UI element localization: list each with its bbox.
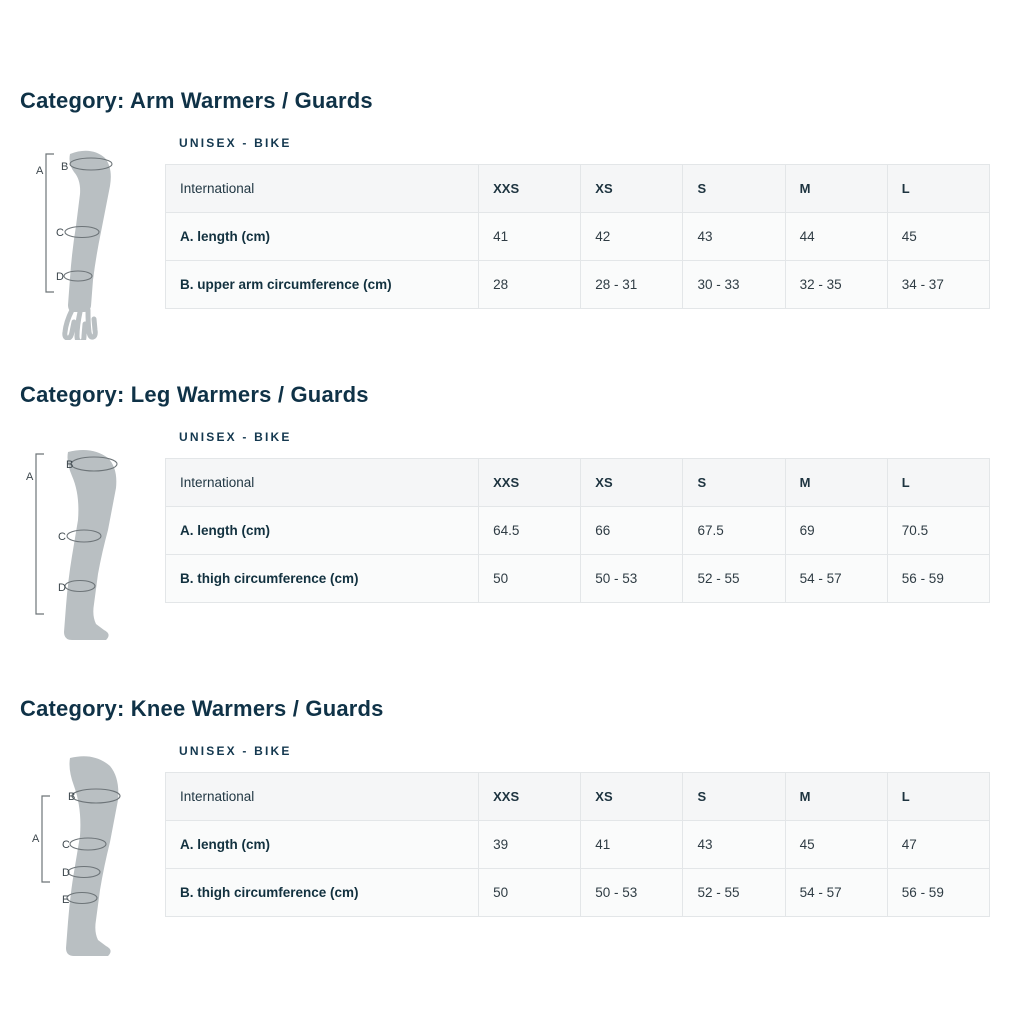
svg-text:C: C: [61, 839, 70, 851]
section-title-leg: Category: Leg Warmers / Guards: [20, 382, 369, 407]
svg-text:C: C: [55, 227, 64, 239]
section-arm-warmers: [0, 0, 1024, 340]
header-size-l: L: [887, 459, 989, 507]
size-table-arm: [165, 164, 990, 309]
section-body-knee: [0, 744, 1024, 968]
arm-illustration-svg: [8, 140, 158, 340]
header-size-s: S: [683, 773, 785, 821]
table-header-row: [166, 459, 990, 507]
knee-diagram: [0, 744, 165, 968]
table-row: [166, 869, 990, 917]
header-size-xs: XS: [581, 459, 683, 507]
svg-text:B: B: [67, 791, 75, 803]
row-label-circumference: B. thigh circumference (cm): [166, 555, 479, 603]
table-row: [166, 507, 990, 555]
svg-text:B: B: [65, 459, 73, 471]
section-knee-warmers: [0, 654, 1024, 968]
header-size-s: S: [683, 459, 785, 507]
size-table-knee: [165, 772, 990, 917]
svg-text:D: D: [55, 271, 64, 283]
table-caption-knee: UNISEX - BIKE: [179, 744, 292, 758]
table-row: [166, 261, 990, 309]
svg-text:D: D: [61, 867, 70, 879]
table-caption-arm: UNISEX - BIKE: [179, 136, 292, 150]
header-size-m: M: [785, 165, 887, 213]
svg-text:A: A: [25, 471, 33, 483]
cell-value: 67.5: [683, 507, 785, 555]
cell-value: 28 - 31: [581, 261, 683, 309]
row-label-length: A. length (cm): [166, 507, 479, 555]
arm-table-wrap: [165, 136, 1024, 309]
leg-table-wrap: [165, 430, 1024, 603]
table-header-row: [166, 773, 990, 821]
section-body-leg: [0, 430, 1024, 654]
svg-text:E: E: [61, 894, 69, 906]
cell-value: 34 - 37: [887, 261, 989, 309]
cell-value: 47: [887, 821, 989, 869]
header-size-l: L: [887, 165, 989, 213]
size-table-leg: [165, 458, 990, 603]
table-header-row: [166, 165, 990, 213]
svg-text:B: B: [60, 161, 68, 173]
row-label-circumference: B. thigh circumference (cm): [166, 869, 479, 917]
header-size-m: M: [785, 773, 887, 821]
cell-value: 50: [479, 555, 581, 603]
cell-value: 52 - 55: [683, 869, 785, 917]
knee-illustration-svg: [8, 748, 158, 968]
cell-value: 50: [479, 869, 581, 917]
cell-value: 66: [581, 507, 683, 555]
leg-illustration-svg: [8, 434, 158, 654]
header-international: International: [166, 773, 479, 821]
header-size-m: M: [785, 459, 887, 507]
leg-diagram: [0, 430, 165, 654]
cell-value: 32 - 35: [785, 261, 887, 309]
header-size-xxs: XXS: [479, 773, 581, 821]
cell-value: 42: [581, 213, 683, 261]
cell-value: 56 - 59: [887, 869, 989, 917]
svg-text:C: C: [57, 531, 66, 543]
cell-value: 44: [785, 213, 887, 261]
section-body-arm: [0, 136, 1024, 340]
section-title-arm: Category: Arm Warmers / Guards: [20, 88, 373, 113]
cell-value: 30 - 33: [683, 261, 785, 309]
table-row: [166, 555, 990, 603]
cell-value: 43: [683, 213, 785, 261]
header-size-s: S: [683, 165, 785, 213]
header-international: International: [166, 459, 479, 507]
cell-value: 41: [581, 821, 683, 869]
cell-value: 43: [683, 821, 785, 869]
cell-value: 70.5: [887, 507, 989, 555]
cell-value: 45: [887, 213, 989, 261]
cell-value: 50 - 53: [581, 555, 683, 603]
svg-text:D: D: [57, 582, 66, 594]
table-row: [166, 213, 990, 261]
table-row: [166, 821, 990, 869]
header-size-xs: XS: [581, 773, 683, 821]
cell-value: 41: [479, 213, 581, 261]
svg-text:A: A: [31, 833, 39, 845]
knee-table-wrap: [165, 744, 1024, 917]
cell-value: 52 - 55: [683, 555, 785, 603]
cell-value: 56 - 59: [887, 555, 989, 603]
arm-diagram: [0, 136, 165, 340]
section-leg-warmers: [0, 340, 1024, 654]
section-title-knee: Category: Knee Warmers / Guards: [20, 696, 384, 721]
cell-value: 54 - 57: [785, 555, 887, 603]
header-size-l: L: [887, 773, 989, 821]
cell-value: 45: [785, 821, 887, 869]
row-label-length: A. length (cm): [166, 821, 479, 869]
svg-text:A: A: [35, 165, 43, 177]
cell-value: 54 - 57: [785, 869, 887, 917]
cell-value: 39: [479, 821, 581, 869]
cell-value: 50 - 53: [581, 869, 683, 917]
cell-value: 69: [785, 507, 887, 555]
header-size-xxs: XXS: [479, 459, 581, 507]
header-international: International: [166, 165, 479, 213]
header-size-xs: XS: [581, 165, 683, 213]
row-label-length: A. length (cm): [166, 213, 479, 261]
cell-value: 28: [479, 261, 581, 309]
table-caption-leg: UNISEX - BIKE: [179, 430, 292, 444]
header-size-xxs: XXS: [479, 165, 581, 213]
row-label-circumference: B. upper arm circumference (cm): [166, 261, 479, 309]
cell-value: 64.5: [479, 507, 581, 555]
